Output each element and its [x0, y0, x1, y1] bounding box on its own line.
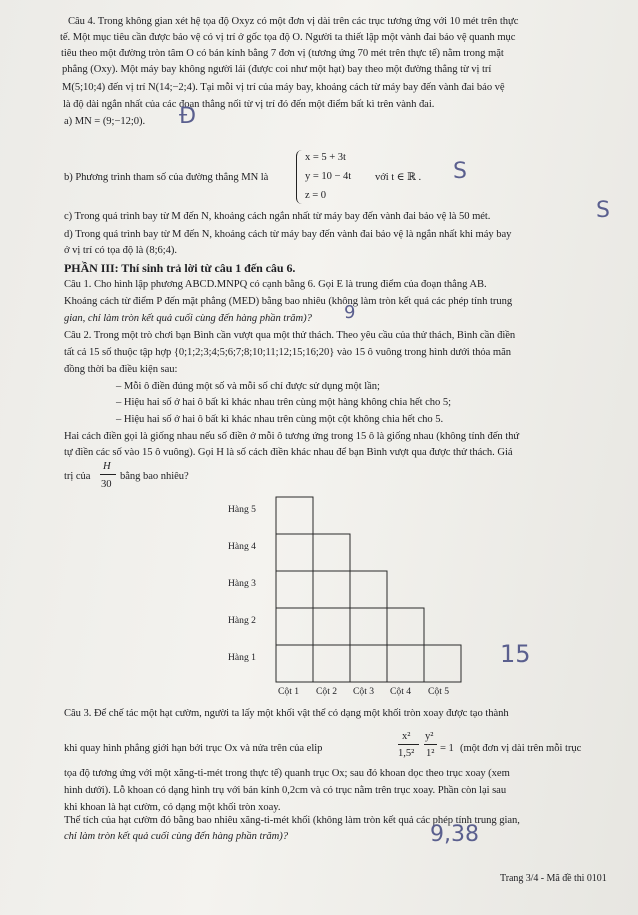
row-label-5: Hàng 5 — [228, 504, 256, 515]
ellipse-y2: y² — [425, 731, 434, 742]
q2-line-4: Hai cách điền gọi là giống nhau nếu số điền ở mỗi ô tương ứng trong 15 ô là giống nhau (không tính đến thứ — [64, 431, 520, 442]
col-label-3: Cột 3 — [353, 686, 375, 697]
param-x: x = 5 + 3t — [305, 152, 346, 163]
row-label-2: Hàng 2 — [228, 615, 256, 626]
q2-condition-3: – Hiệu hai số ở hai ô bất kì khác nhau trên cùng một cột không chia hết cho 5. — [116, 414, 444, 425]
q3-line-2: khi quay hình phẳng giới hạn bởi trục Ox và nửa trên của elip — [64, 743, 323, 754]
fraction-numerator: H — [103, 461, 111, 472]
q4-statement-b: b) Phương trình tham số của đường thẳng MN là — [64, 172, 269, 183]
q4-line-1: Câu 4. Trong không gian xét hệ tọa độ Oxyz có một đơn vị dài trên các trục tương ứng với 10 mét trên thực — [68, 16, 519, 27]
q2-line-5: tự điền các số vào 15 ô vuông). Gọi H là số cách điền khác nhau để bạn Bình vượt qua được thử thách. Giá — [64, 447, 513, 458]
handwritten-mark-b: S — [453, 159, 467, 184]
q3-line-7: chỉ làm tròn kết quả cuối cùng đến hàng phần trăm)? — [64, 831, 289, 842]
q3-line-2-tail: (một đơn vị dài trên mỗi trục — [460, 743, 582, 754]
row-label-1: Hàng 1 — [228, 652, 256, 663]
q1-line-3: gian, chỉ làm tròn kết quả cuối cùng đến hàng phần trăm)? — [64, 313, 312, 324]
q3-line-1: Câu 3. Để chế tác một hạt cườm, người ta lấy một khối vật thể có dạng một khối tròn xoay được tạo thành — [64, 708, 509, 719]
col-label-4: Cột 4 — [390, 686, 412, 697]
q2-line-2: tất cả 15 số thuộc tập hợp {0;1;2;3;4;5;6;7;8;10;11;12;15;16;20} vào 15 ô vuông trong hình dưới thỏa mãn — [64, 347, 512, 358]
q4-line-3: tiêu theo một đường tròn tâm O có bán kính bằng 7 đơn vị (tương ứng 70 mét trên thực tế) nằm trong mặt — [61, 48, 504, 59]
handwritten-answer-q3: 9,38 — [430, 822, 479, 847]
handwritten-mark-a: Đ — [179, 104, 197, 129]
q2-line-1: Câu 2. Trong một trò chơi bạn Bình cần vượt qua một thử thách. Theo yêu cầu của thử thách, Bình cần điền — [64, 330, 516, 341]
handwritten-answer-q2: 15 — [500, 640, 531, 668]
q1-line-2: Khoảng cách từ điểm P đến mặt phẳng (MED) bằng bao nhiêu (không làm tròn kết quả các phép tính trung — [64, 296, 513, 307]
q4-statement-c: c) Trong quá trình bay từ M đến N, khoảng cách ngắn nhất từ máy bay đến vành đai bảo vệ là 50 mét. — [64, 211, 491, 222]
param-z: z = 0 — [305, 190, 327, 201]
ellipse-x2: x² — [402, 731, 411, 742]
q4-line-5: M(5;10;4) đến vị trí N(14;−2;4). Tại mỗi vị trí của máy bay, khoảng cách từ máy bay đến vành đai bảo vệ — [62, 82, 505, 93]
q4-statement-d-line-1: d) Trong quá trình bay từ M đến N, khoảng cách từ máy bay đến vành đai bảo vệ là ngắn nhất khi máy bay — [64, 229, 512, 240]
ellipse-frac-bar-2 — [424, 744, 437, 745]
q4-statement-a: a) MN = (9;−12;0). — [64, 116, 146, 127]
ellipse-b2: 1² — [426, 748, 435, 759]
q2-line-6: trị của — [64, 471, 91, 482]
ellipse-frac-bar-1 — [398, 744, 419, 745]
col-label-1: Cột 1 — [278, 686, 300, 697]
param-y: y = 10 − 4t — [305, 171, 352, 182]
q4-line-4: phẳng (Oxy). Một máy bay không người lái (được coi như một hạt) bay theo một đường thẳng từ vị trí — [62, 64, 492, 75]
ellipse-a2: 1,5² — [398, 748, 415, 759]
handwritten-answer-q1: 9 — [344, 302, 356, 323]
handwritten-mark-c: S — [596, 198, 610, 223]
q3-line-4: hình dưới). Lỗ khoan có dạng hình trụ với bán kính 0,2cm và có trục nằm trên trục xoay. Phần còn lại sau — [64, 785, 507, 796]
q2-condition-2: – Hiệu hai số ở hai ô bất kì khác nhau trên cùng một hàng không chia hết cho 5; — [116, 397, 451, 408]
q3-line-5: khi khoan là hạt cườm, có dạng một khối tròn xoay. — [64, 802, 281, 813]
q1-line-1: Câu 1. Cho hình lập phương ABCD.MNPQ có cạnh bằng 6. Gọi E là trung điểm của đoạn thẳng AB. — [64, 279, 487, 290]
fraction-denominator: 30 — [101, 479, 112, 490]
param-domain: với t ∈ ℝ . — [375, 172, 422, 183]
ellipse-eq: = 1 — [440, 743, 454, 754]
row-label-4: Hàng 4 — [228, 541, 256, 552]
col-label-5: Cột 5 — [428, 686, 450, 697]
q2-condition-1: – Mỗi ô điền đúng một số và mỗi số chỉ được sử dụng một lần; — [116, 381, 380, 392]
part3-title: PHẦN III: Thí sinh trả lời từ câu 1 đến câu 6. — [64, 261, 296, 275]
q4-line-6: là độ dài ngắn nhất của các đoạn thẳng nối từ vị trí đó đến một điểm bất kì trên vành đai. — [63, 99, 435, 110]
page-footer: Trang 3/4 - Mã đề thi 0101 — [500, 873, 607, 884]
q4-statement-d-line-2: ở vị trí có tọa độ là (8;6;4). — [64, 245, 177, 256]
col-label-2: Cột 2 — [316, 686, 338, 697]
q4-line-2: tế. Một mục tiêu cần được bảo vệ có vị trí ở gốc tọa độ O. Người ta thiết lập một vành đai bảo vệ quanh mục — [60, 32, 516, 43]
q2-line-3: đồng thời ba điều kiện sau: — [64, 364, 178, 375]
row-label-3: Hàng 3 — [228, 578, 256, 589]
q3-line-3: tọa độ tương ứng với một xăng-ti-mét trong thực tế) quanh trục Ox; sau đó khoan dọc theo trục xoay (xem — [64, 768, 510, 779]
q2-line-6-tail: bằng bao nhiêu? — [120, 471, 189, 482]
q3-line-6: Thể tích của hạt cườm đó bằng bao nhiêu xăng-ti-mét khối (không làm tròn kết quả các phép tính trung gian, — [64, 815, 520, 826]
